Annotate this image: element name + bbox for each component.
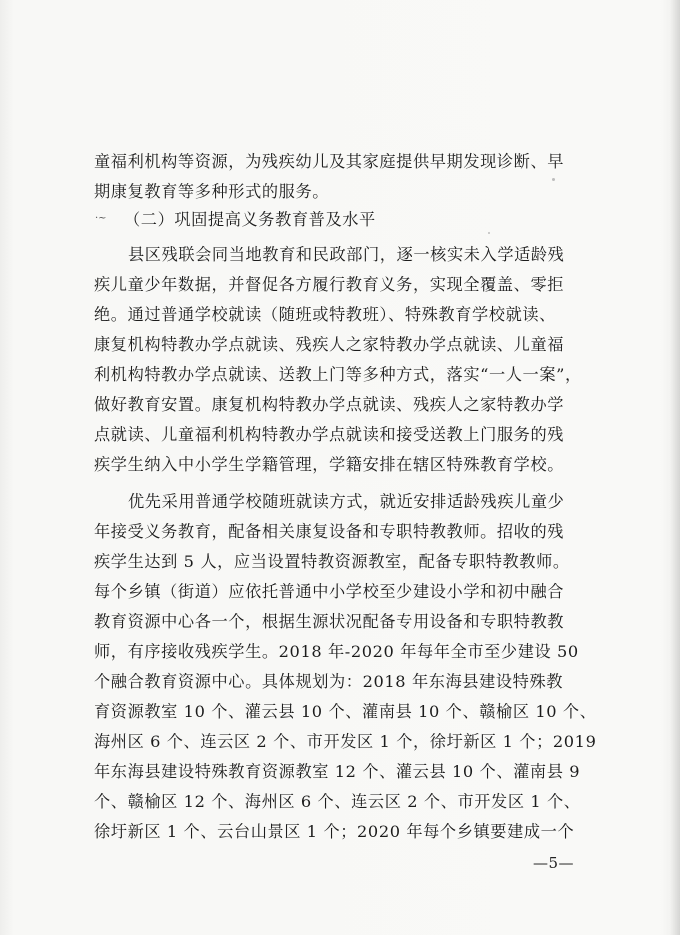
paragraph-line: 绝。通过普通学校就读（随班或特教班）、特殊教育学校就读、 bbox=[94, 305, 556, 324]
paragraph-line: 县区残联会同当地教育和民政部门，逐一核实未入学适龄残 bbox=[128, 245, 565, 264]
paragraph-line: 利机构特教办学点就读、送教上门等多种方式，落实“一人一案”， bbox=[94, 365, 582, 384]
stray-mark-icon: ·~ bbox=[95, 213, 107, 224]
section-heading: （二）巩固提高义务教育普及水平 bbox=[124, 210, 376, 229]
paragraph-line: 疾学生达到 5 人，应当设置特教资源教室，配备专职特教教师。 bbox=[94, 552, 570, 571]
paragraph-line: 教育资源中心各一个，根据生源状况配备专用设备和专职特教教 bbox=[94, 612, 565, 631]
paragraph-line: 疾学生纳入中小学生学籍管理，学籍安排在辖区特殊教育学校。 bbox=[94, 455, 565, 474]
paragraph-line: 师，有序接收残疾学生。2018 年-2020 年每年全市至少建设 50 bbox=[94, 642, 579, 661]
paragraph-line: 疾儿童少年数据，并督促各方履行教育义务，实现全覆盖、零拒 bbox=[94, 275, 565, 294]
paragraph-line: 优先采用普通学校随班就读方式，就近安排适龄残疾儿童少 bbox=[128, 492, 565, 511]
paragraph-line: 期康复教育等多种形式的服务。 bbox=[94, 182, 330, 201]
paragraph-line: 每个乡镇（街道）应依托普通中小学校至少建设小学和初中融合 bbox=[94, 582, 565, 601]
paragraph-line: 康复机构特教办学点就读、残疾人之家特教办学点就读、儿童福 bbox=[94, 335, 565, 354]
paragraph-line: 做好教育安置。康复机构特教办学点就读、残疾人之家特教办学 bbox=[94, 395, 565, 414]
paragraph-line: 童福利机构等资源，为残疾幼儿及其家庭提供早期发现诊断、早 bbox=[94, 152, 565, 171]
paragraph-line: 个融合教育资源中心。具体规划为：2018 年东海县建设特殊教 bbox=[94, 672, 564, 691]
paragraph-line: 年接受义务教育，配备相关康复设备和专职特教教师。招收的残 bbox=[94, 522, 565, 541]
page-number: —5— bbox=[533, 854, 575, 872]
paragraph-line: 育资源教室 10 个、灌云县 10 个、灌南县 10 个、赣榆区 10 个、 bbox=[94, 702, 597, 721]
paragraph-line: 海州区 6 个、连云区 2 个、市开发区 1 个，徐圩新区 1 个；2019 bbox=[94, 732, 597, 751]
paragraph-line: 年东海县建设特殊教育资源教室 12 个、灌云县 10 个、灌南县 9 bbox=[94, 762, 581, 781]
paragraph-line: 徐圩新区 1 个、云台山景区 1 个；2020 年每个乡镇要建成一个 bbox=[94, 822, 575, 841]
paragraph-line: 个、赣榆区 12 个、海州区 6 个、连云区 2 个、市开发区 1 个、 bbox=[94, 792, 581, 811]
paragraph-line: 点就读、儿童福利机构特教办学点就读和接受送教上门服务的残 bbox=[94, 425, 565, 444]
